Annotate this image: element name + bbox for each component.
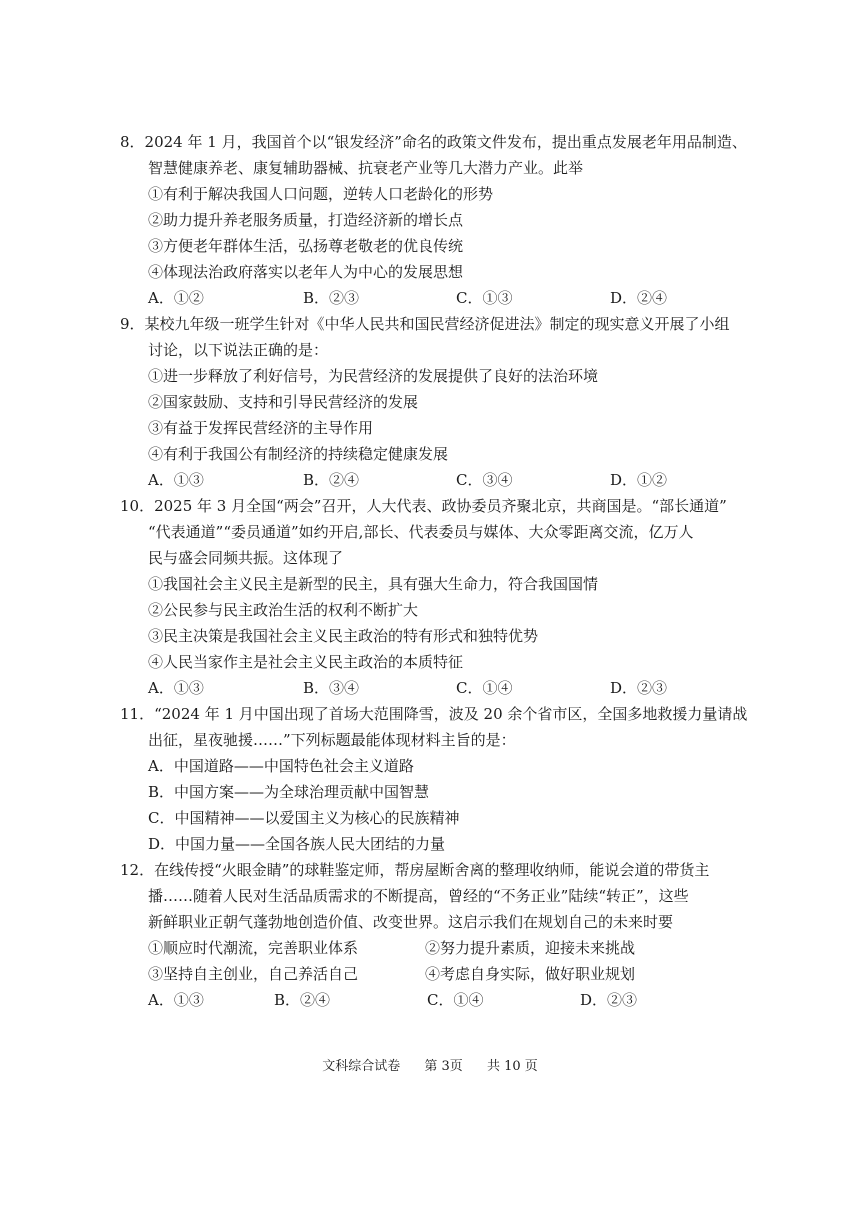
q9-item-1: ①进一步释放了利好信号，为民营经济的发展提供了良好的法治环境 [148, 367, 599, 385]
q8-item-3: ③方便老年群体生活，弘扬尊老敬老的优良传统 [148, 237, 464, 255]
q8-option-d: D．②④ [610, 289, 668, 307]
q12-item-2: ②努力提升素质，迎接未来挑战 [425, 939, 636, 957]
q10-item-4: ④人民当家作主是社会主义民主政治的本质特征 [148, 653, 464, 671]
q11-option-d: D．中国力量——全国各族人民大团结的力量 [148, 835, 446, 853]
q8-option-c: C．①③ [456, 289, 513, 307]
q11-stem-line1: 11．“2024 年 1 月中国出现了首场大范围降雪，波及 20 余个省市区，全国多地救援力量请战 [120, 705, 748, 723]
q12-option-b: B．②④ [274, 991, 331, 1009]
q11-option-c: C．中国精神——以爱国主义为核心的民族精神 [148, 809, 460, 827]
q10-item-3: ③民主决策是我国社会主义民主政治的特有形式和独特优势 [148, 627, 539, 645]
q12-item-3: ③坚持自主创业，自己养活自己 [148, 965, 359, 983]
q9-item-4: ④有利于我国公有制经济的持续稳定健康发展 [148, 445, 449, 463]
page-footer [0, 1055, 860, 1074]
q10-item-2: ②公民参与民主政治生活的权利不断扩大 [148, 601, 419, 619]
q9-option-a: A．①③ [148, 471, 204, 489]
q12-stem-line2: 播……随着人民对生活品质需求的不断提高，曾经的“不务正业”陆续“转正”，这些 [148, 887, 689, 905]
q9-option-c: C．③④ [456, 471, 513, 489]
q12-item-4: ④考虑自身实际，做好职业规划 [425, 965, 636, 983]
q10-option-a: A．①③ [148, 679, 204, 697]
q9-stem-line1: 9．某校九年级一班学生针对《中华人民共和国民营经济促进法》制定的现实意义开展了小组 [120, 315, 730, 333]
q12-option-d: D．②③ [580, 991, 638, 1009]
q12-option-a: A．①③ [148, 991, 204, 1009]
q12-stem-line1: 12．在线传授“火眼金睛”的球鞋鉴定师，帮房屋断舍离的整理收纳师，能说会道的带货主 [120, 861, 710, 879]
q12-option-c: C．①④ [427, 991, 484, 1009]
q10-option-d: D．②③ [610, 679, 668, 697]
footer-subject: 文科综合试卷 [322, 1059, 401, 1074]
q8-stem-line1: 8．2024 年 1 月，我国首个以“银发经济”命名的政策文件发布，提出重点发展老年用品制造、 [120, 133, 747, 151]
q9-option-b: B．②④ [303, 471, 360, 489]
q12-stem-line3: 新鲜职业正朝气蓬勃地创造价值、改变世界。这启示我们在规划自己的未来时要 [148, 913, 674, 931]
q10-option-c: C．①④ [456, 679, 513, 697]
q8-stem-line2: 智慧健康养老、康复辅助器械、抗衰老产业等几大潜力产业。此举 [148, 159, 584, 177]
q12-item-1: ①顺应时代潮流，完善职业体系 [148, 939, 359, 957]
q8-option-b: B．②③ [303, 289, 360, 307]
q8-item-4: ④体现法治政府落实以老年人为中心的发展思想 [148, 263, 464, 281]
q11-option-a: A．中国道路——中国特色社会主义道路 [148, 757, 414, 775]
q11-option-b: B．中国方案——为全球治理贡献中国智慧 [148, 783, 430, 801]
q8-option-a: A．①② [148, 289, 204, 307]
q10-stem-line2: “代表通道”“委员通道”如约开启,部长、代表委员与媒体、大众零距离交流，亿万人 [148, 523, 694, 541]
q10-option-b: B．③④ [303, 679, 360, 697]
q9-option-d: D．①② [610, 471, 668, 489]
q8-item-1: ①有利于解决我国人口问题，逆转人口老龄化的形势 [148, 185, 494, 203]
q11-stem-line2: 出征，星夜驰援……”下列标题最能体现材料主旨的是： [148, 731, 516, 749]
q10-stem-line3: 民与盛会同频共振。这体现了 [148, 549, 344, 567]
footer-total-pages: 共 10 页 [486, 1059, 538, 1074]
q9-item-3: ③有益于发挥民营经济的主导作用 [148, 419, 374, 437]
q10-stem-line1: 10．2025 年 3 月全国“两会”召开，人大代表、政协委员齐聚北京，共商国是。“部长通道” [120, 497, 727, 515]
q9-item-2: ②国家鼓励、支持和引导民营经济的发展 [148, 393, 419, 411]
q9-stem-line2: 讨论，以下说法正确的是： [148, 341, 329, 359]
q8-item-2: ②助力提升养老服务质量，打造经济新的增长点 [148, 211, 464, 229]
footer-page-number: 第 3页 [424, 1059, 463, 1074]
q10-item-1: ①我国社会主义民主是新型的民主，具有强大生命力，符合我国国情 [148, 575, 599, 593]
